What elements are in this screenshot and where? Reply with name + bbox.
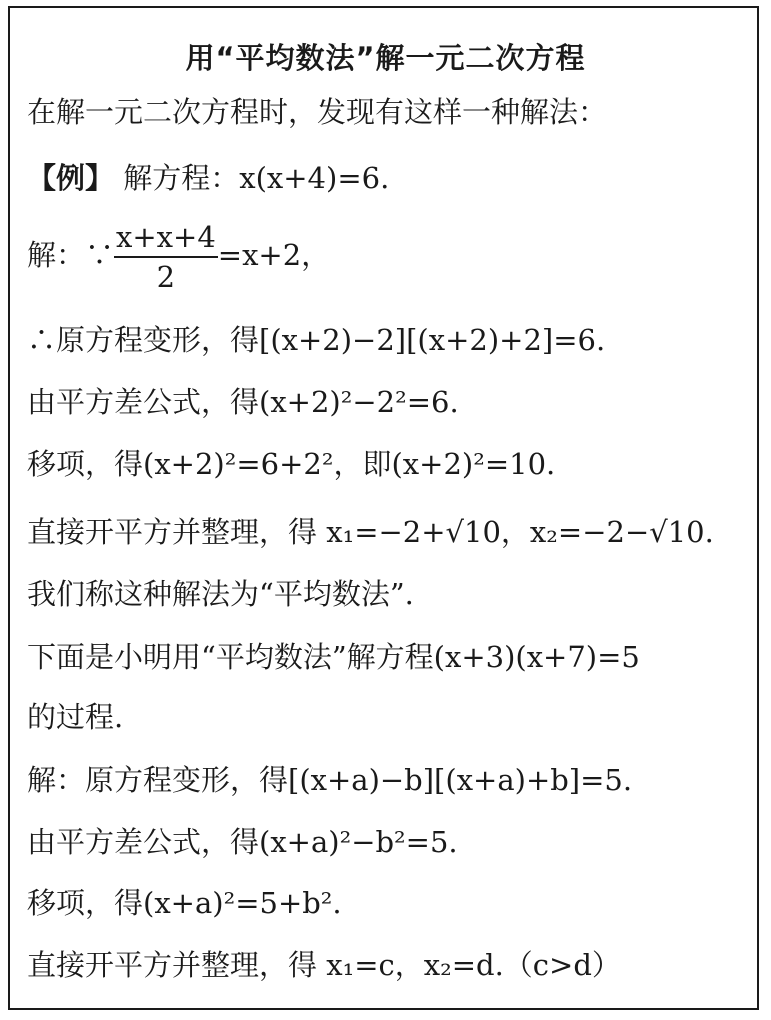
fraction-numerator: x+x+4 <box>114 218 218 258</box>
transform-line: ∴原方程变形，得[(x+2)−2][(x+2)+2]=6. <box>27 323 606 357</box>
difference-of-squares-line: 由平方差公式，得(x+2)²−2²=6. <box>27 385 459 419</box>
move-term-line: 移项，得(x+2)²=6+2²，即(x+2)²=10. <box>27 447 556 481</box>
example-label: 【例】 <box>27 161 115 195</box>
solution-suffix: =x+2， <box>217 238 331 272</box>
problem-line-continued: 的过程. <box>27 700 124 734</box>
document-title: 用“平均数法”解一元二次方程 <box>185 41 586 75</box>
fraction-denominator: 2 <box>156 260 176 294</box>
problem-line: 下面是小明用“平均数法”解方程(x+3)(x+7)=5 <box>27 640 640 674</box>
xiaoming-transform-line: 解：原方程变形，得[(x+a)−b][(x+a)+b]=5. <box>27 763 633 797</box>
fraction <box>114 218 218 296</box>
method-name-line: 我们称这种解法为“平均数法”. <box>27 577 414 611</box>
intro-line: 在解一元二次方程时，发现有这样一种解法： <box>27 95 608 129</box>
solution-prefix: 解：∵ <box>27 238 115 272</box>
example-text: 解方程：x(x+4)=6. <box>123 161 390 195</box>
xiaoming-move-line: 移项，得(x+a)²=5+b². <box>27 886 342 920</box>
xiaoming-result-line: 直接开平方并整理，得 x₁=c，x₂=d.（c>d） <box>27 948 621 982</box>
solution-fraction-line <box>27 218 330 296</box>
root-result-line: 直接开平方并整理，得 x₁=−2+√10，x₂=−2−√10. <box>27 515 714 549</box>
example-line <box>27 158 389 198</box>
xiaoming-difference-line: 由平方差公式，得(x+a)²−b²=5. <box>27 825 458 859</box>
